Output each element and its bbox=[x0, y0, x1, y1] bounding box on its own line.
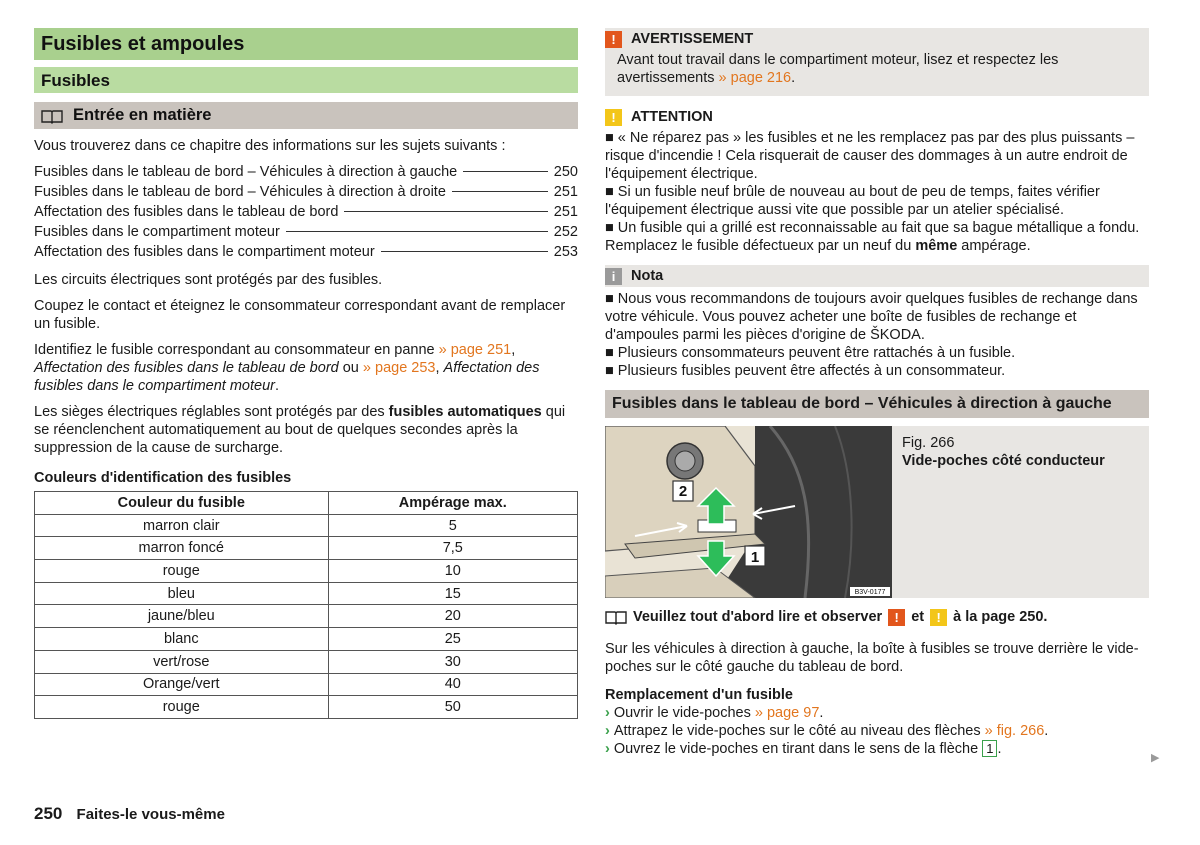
step-item bbox=[605, 704, 1149, 722]
list-item: ■ « Ne réparez pas » les fusibles et ne les remplacez pas par des plus puissants – risque d'incendie ! Cela risquerait de causer des dommages à un autre endroit de l'équipement électrique. bbox=[605, 130, 1135, 182]
chevron-right-icon: › bbox=[605, 741, 610, 757]
warning-label: AVERTISSEMENT bbox=[631, 31, 754, 47]
intro-header bbox=[34, 102, 578, 129]
fuse-color-cell: bleu bbox=[35, 582, 329, 605]
table-row bbox=[35, 650, 578, 673]
right-column bbox=[605, 28, 1149, 758]
note-label: Nota bbox=[631, 268, 664, 284]
list-item bbox=[605, 219, 1149, 255]
amperage-cell: 30 bbox=[328, 650, 577, 673]
column-header: Couleur du fusible bbox=[35, 492, 329, 515]
italic-ref: Affectation des fusibles dans le tableau de bord bbox=[34, 360, 339, 376]
text: Ouvrir le vide-poches bbox=[613, 705, 755, 721]
toc-entry[interactable] bbox=[34, 243, 578, 263]
attention-header bbox=[605, 108, 1149, 126]
table-row bbox=[35, 628, 578, 651]
amperage-cell: 50 bbox=[328, 696, 577, 719]
text: , bbox=[511, 342, 516, 358]
table-header-row bbox=[35, 492, 578, 515]
figure bbox=[605, 426, 1149, 598]
table-row bbox=[35, 560, 578, 583]
column-header: Ampérage max. bbox=[328, 492, 577, 515]
page-link[interactable]: » page 251 bbox=[438, 342, 512, 358]
toc-leader bbox=[452, 191, 548, 192]
toc-page-number: 253 bbox=[553, 244, 578, 260]
amperage-cell: 25 bbox=[328, 628, 577, 651]
figure-number: Fig. 266 bbox=[902, 435, 955, 451]
text: qui se réenclenchent automatiquement au bout de quelques secondes après la suppression de la cause de surcharge. bbox=[34, 404, 566, 456]
figure-code: B3V-0177 bbox=[854, 589, 886, 596]
intro-title: Entrée en matière bbox=[73, 106, 212, 124]
figure-label-2: 2 bbox=[678, 483, 688, 500]
fuse-color-cell: vert/rose bbox=[35, 650, 329, 673]
paragraph bbox=[34, 341, 578, 395]
text: , bbox=[435, 360, 444, 376]
book-icon bbox=[41, 109, 63, 123]
toc-entry[interactable] bbox=[34, 183, 578, 203]
step-text bbox=[614, 704, 824, 722]
text: ■ Un fusible qui a grillé est reconnaissable au fait que sa bague métallique a fondu. Remplacez le fusible défectueux par un neuf du bbox=[605, 220, 1140, 254]
table-row bbox=[35, 537, 578, 560]
text: ampérage. bbox=[957, 238, 1031, 254]
attention-list bbox=[605, 129, 1149, 255]
text: . bbox=[1044, 723, 1049, 739]
toc-leader bbox=[381, 251, 548, 252]
toc-entry[interactable] bbox=[34, 203, 578, 223]
toc-leader bbox=[286, 231, 548, 232]
toc-leader bbox=[463, 171, 548, 172]
warning-icon: ! bbox=[605, 31, 622, 48]
table-row bbox=[35, 696, 578, 719]
list-item: ■ Plusieurs fusibles peuvent être affectés à un consommateur. bbox=[605, 363, 1006, 379]
amperage-cell: 5 bbox=[328, 514, 577, 537]
paragraph: Coupez le contact et éteignez le consommateur correspondant avant de remplacer un fusible. bbox=[34, 298, 566, 332]
toc-page-number: 251 bbox=[553, 184, 578, 200]
bold-term: même bbox=[915, 238, 958, 254]
text: Identifiez le fusible correspondant au consommateur en panne bbox=[34, 342, 439, 358]
continue-arrow-icon: ▶ bbox=[1151, 752, 1160, 764]
list-item: ■ Plusieurs consommateurs peuvent être rattachés à un fusible. bbox=[605, 345, 1016, 361]
table-row bbox=[35, 605, 578, 628]
table-row bbox=[35, 514, 578, 537]
text: Les sièges électriques réglables sont protégés par des bbox=[34, 404, 389, 420]
page-link[interactable]: » page 216 bbox=[718, 70, 792, 86]
toc-page-number: 252 bbox=[553, 224, 578, 240]
toc-list bbox=[34, 163, 578, 263]
toc-entry-title: Affectation des fusibles dans le tableau de bord bbox=[34, 204, 339, 220]
toc-entry[interactable] bbox=[34, 223, 578, 243]
text: . bbox=[997, 741, 1002, 757]
attention-label: ATTENTION bbox=[631, 109, 713, 125]
step-text bbox=[614, 740, 1002, 758]
subsection-title: Fusibles dans le tableau de bord – Véhicules à direction à gauche bbox=[605, 390, 1149, 418]
toc-entry-title: Fusibles dans le tableau de bord – Véhicules à direction à droite bbox=[34, 184, 446, 200]
warning-box bbox=[605, 28, 1149, 96]
fuse-color-cell: marron foncé bbox=[35, 537, 329, 560]
toc-page-number: 250 bbox=[553, 164, 578, 180]
fuse-color-table bbox=[34, 491, 578, 719]
glovebox-illustration bbox=[605, 426, 892, 598]
warning-text bbox=[605, 51, 1139, 87]
text: . bbox=[274, 378, 280, 394]
figure-link[interactable]: » fig. 266 bbox=[984, 723, 1045, 739]
info-icon: i bbox=[605, 268, 622, 285]
toc-entry[interactable] bbox=[34, 163, 578, 183]
step-text bbox=[614, 722, 1048, 740]
list-item: ■ Si un fusible neuf brûle de nouveau au bout de peu de temps, faites vérifier l'équipement électrique aussi vite que possible par un atelier spécialisé. bbox=[605, 184, 1100, 218]
fuse-color-cell: marron clair bbox=[35, 514, 329, 537]
arrow-number-box: 1 bbox=[982, 740, 997, 757]
fuse-color-cell: rouge bbox=[35, 696, 329, 719]
note-header bbox=[605, 265, 1149, 287]
section-title: Fusibles bbox=[34, 67, 578, 93]
fuse-color-cell: blanc bbox=[35, 628, 329, 651]
table-row bbox=[35, 582, 578, 605]
read-first-notice bbox=[605, 608, 1149, 626]
table-title: Couleurs d'identification des fusibles bbox=[34, 470, 292, 486]
chevron-right-icon: › bbox=[605, 723, 610, 739]
amperage-cell: 10 bbox=[328, 560, 577, 583]
figure-label-1: 1 bbox=[750, 549, 760, 566]
note-list bbox=[605, 290, 1149, 380]
note-box bbox=[605, 265, 1149, 380]
text: . bbox=[791, 70, 796, 86]
chevron-right-icon: › bbox=[605, 705, 610, 721]
amperage-cell: 40 bbox=[328, 673, 577, 696]
figure-caption-text: Vide-poches côté conducteur bbox=[902, 453, 1105, 469]
fuse-color-cell: rouge bbox=[35, 560, 329, 583]
read-and: et bbox=[911, 609, 925, 625]
fuse-color-cell: Orange/vert bbox=[35, 673, 329, 696]
amperage-cell: 7,5 bbox=[328, 537, 577, 560]
left-column bbox=[34, 28, 578, 719]
figure-image bbox=[605, 426, 892, 598]
read-text: Veuillez tout d'abord lire et observer bbox=[633, 609, 883, 625]
body-paragraph: Sur les véhicules à direction à gauche, la boîte à fusibles se trouve derrière le vide-poches sur le côté gauche du tableau de bord. bbox=[605, 641, 1139, 675]
page-footer bbox=[34, 805, 225, 824]
toc-entry-title: Affectation des fusibles dans le compartiment moteur bbox=[34, 244, 375, 260]
toc-entry-title: Fusibles dans le compartiment moteur bbox=[34, 224, 280, 240]
warning-header bbox=[605, 30, 1139, 48]
list-item: ■ Nous vous recommandons de toujours avoir quelques fusibles de rechange dans votre véhicule. Vous pouvez acheter une boîte de fusibles de rechange et d'ampoules parmi les pièces d'origine de ŠKODA. bbox=[605, 291, 1138, 343]
paragraph bbox=[34, 403, 578, 457]
figure-caption bbox=[892, 426, 1115, 598]
amperage-cell: 15 bbox=[328, 582, 577, 605]
toc-page-number: 251 bbox=[553, 204, 578, 220]
bold-term: fusibles automatiques bbox=[388, 404, 542, 420]
warning-icon: ! bbox=[888, 609, 905, 626]
text: . bbox=[819, 705, 824, 721]
amperage-cell: 20 bbox=[328, 605, 577, 628]
step-item bbox=[605, 740, 1149, 758]
book-icon bbox=[605, 610, 627, 624]
read-page: à la page 250. bbox=[953, 609, 1048, 625]
italic-ref: Affectation des fusibles dans le compartiment moteur bbox=[34, 360, 540, 394]
page-link[interactable]: » page 253 bbox=[362, 360, 436, 376]
attention-icon: ! bbox=[930, 609, 947, 626]
steps-title: Remplacement d'un fusible bbox=[605, 687, 793, 703]
footer-section: Faites-le vous-même bbox=[76, 806, 225, 823]
page-number: 250 bbox=[34, 804, 63, 823]
toc-entry-title: Fusibles dans le tableau de bord – Véhicules à direction à gauche bbox=[34, 164, 458, 180]
fuse-color-cell: jaune/bleu bbox=[35, 605, 329, 628]
text: Ouvrez le vide-poches en tirant dans le sens de la flèche bbox=[613, 741, 983, 757]
step-item bbox=[605, 722, 1149, 740]
attention-icon: ! bbox=[605, 109, 622, 126]
toc-leader bbox=[344, 211, 547, 212]
text: ou bbox=[338, 360, 363, 376]
chapter-title: Fusibles et ampoules bbox=[34, 28, 578, 60]
table-row bbox=[35, 673, 578, 696]
text: Avant tout travail dans le compartiment moteur, lisez et respectez les avertissements bbox=[617, 52, 1059, 86]
intro-lead: Vous trouverez dans ce chapitre des informations sur les sujets suivants : bbox=[34, 138, 506, 154]
page-link[interactable]: » page 97 bbox=[754, 705, 820, 721]
paragraph: Les circuits électriques sont protégés par des fusibles. bbox=[34, 272, 383, 288]
text: Attrapez le vide-poches sur le côté au niveau des flèches bbox=[613, 723, 985, 739]
